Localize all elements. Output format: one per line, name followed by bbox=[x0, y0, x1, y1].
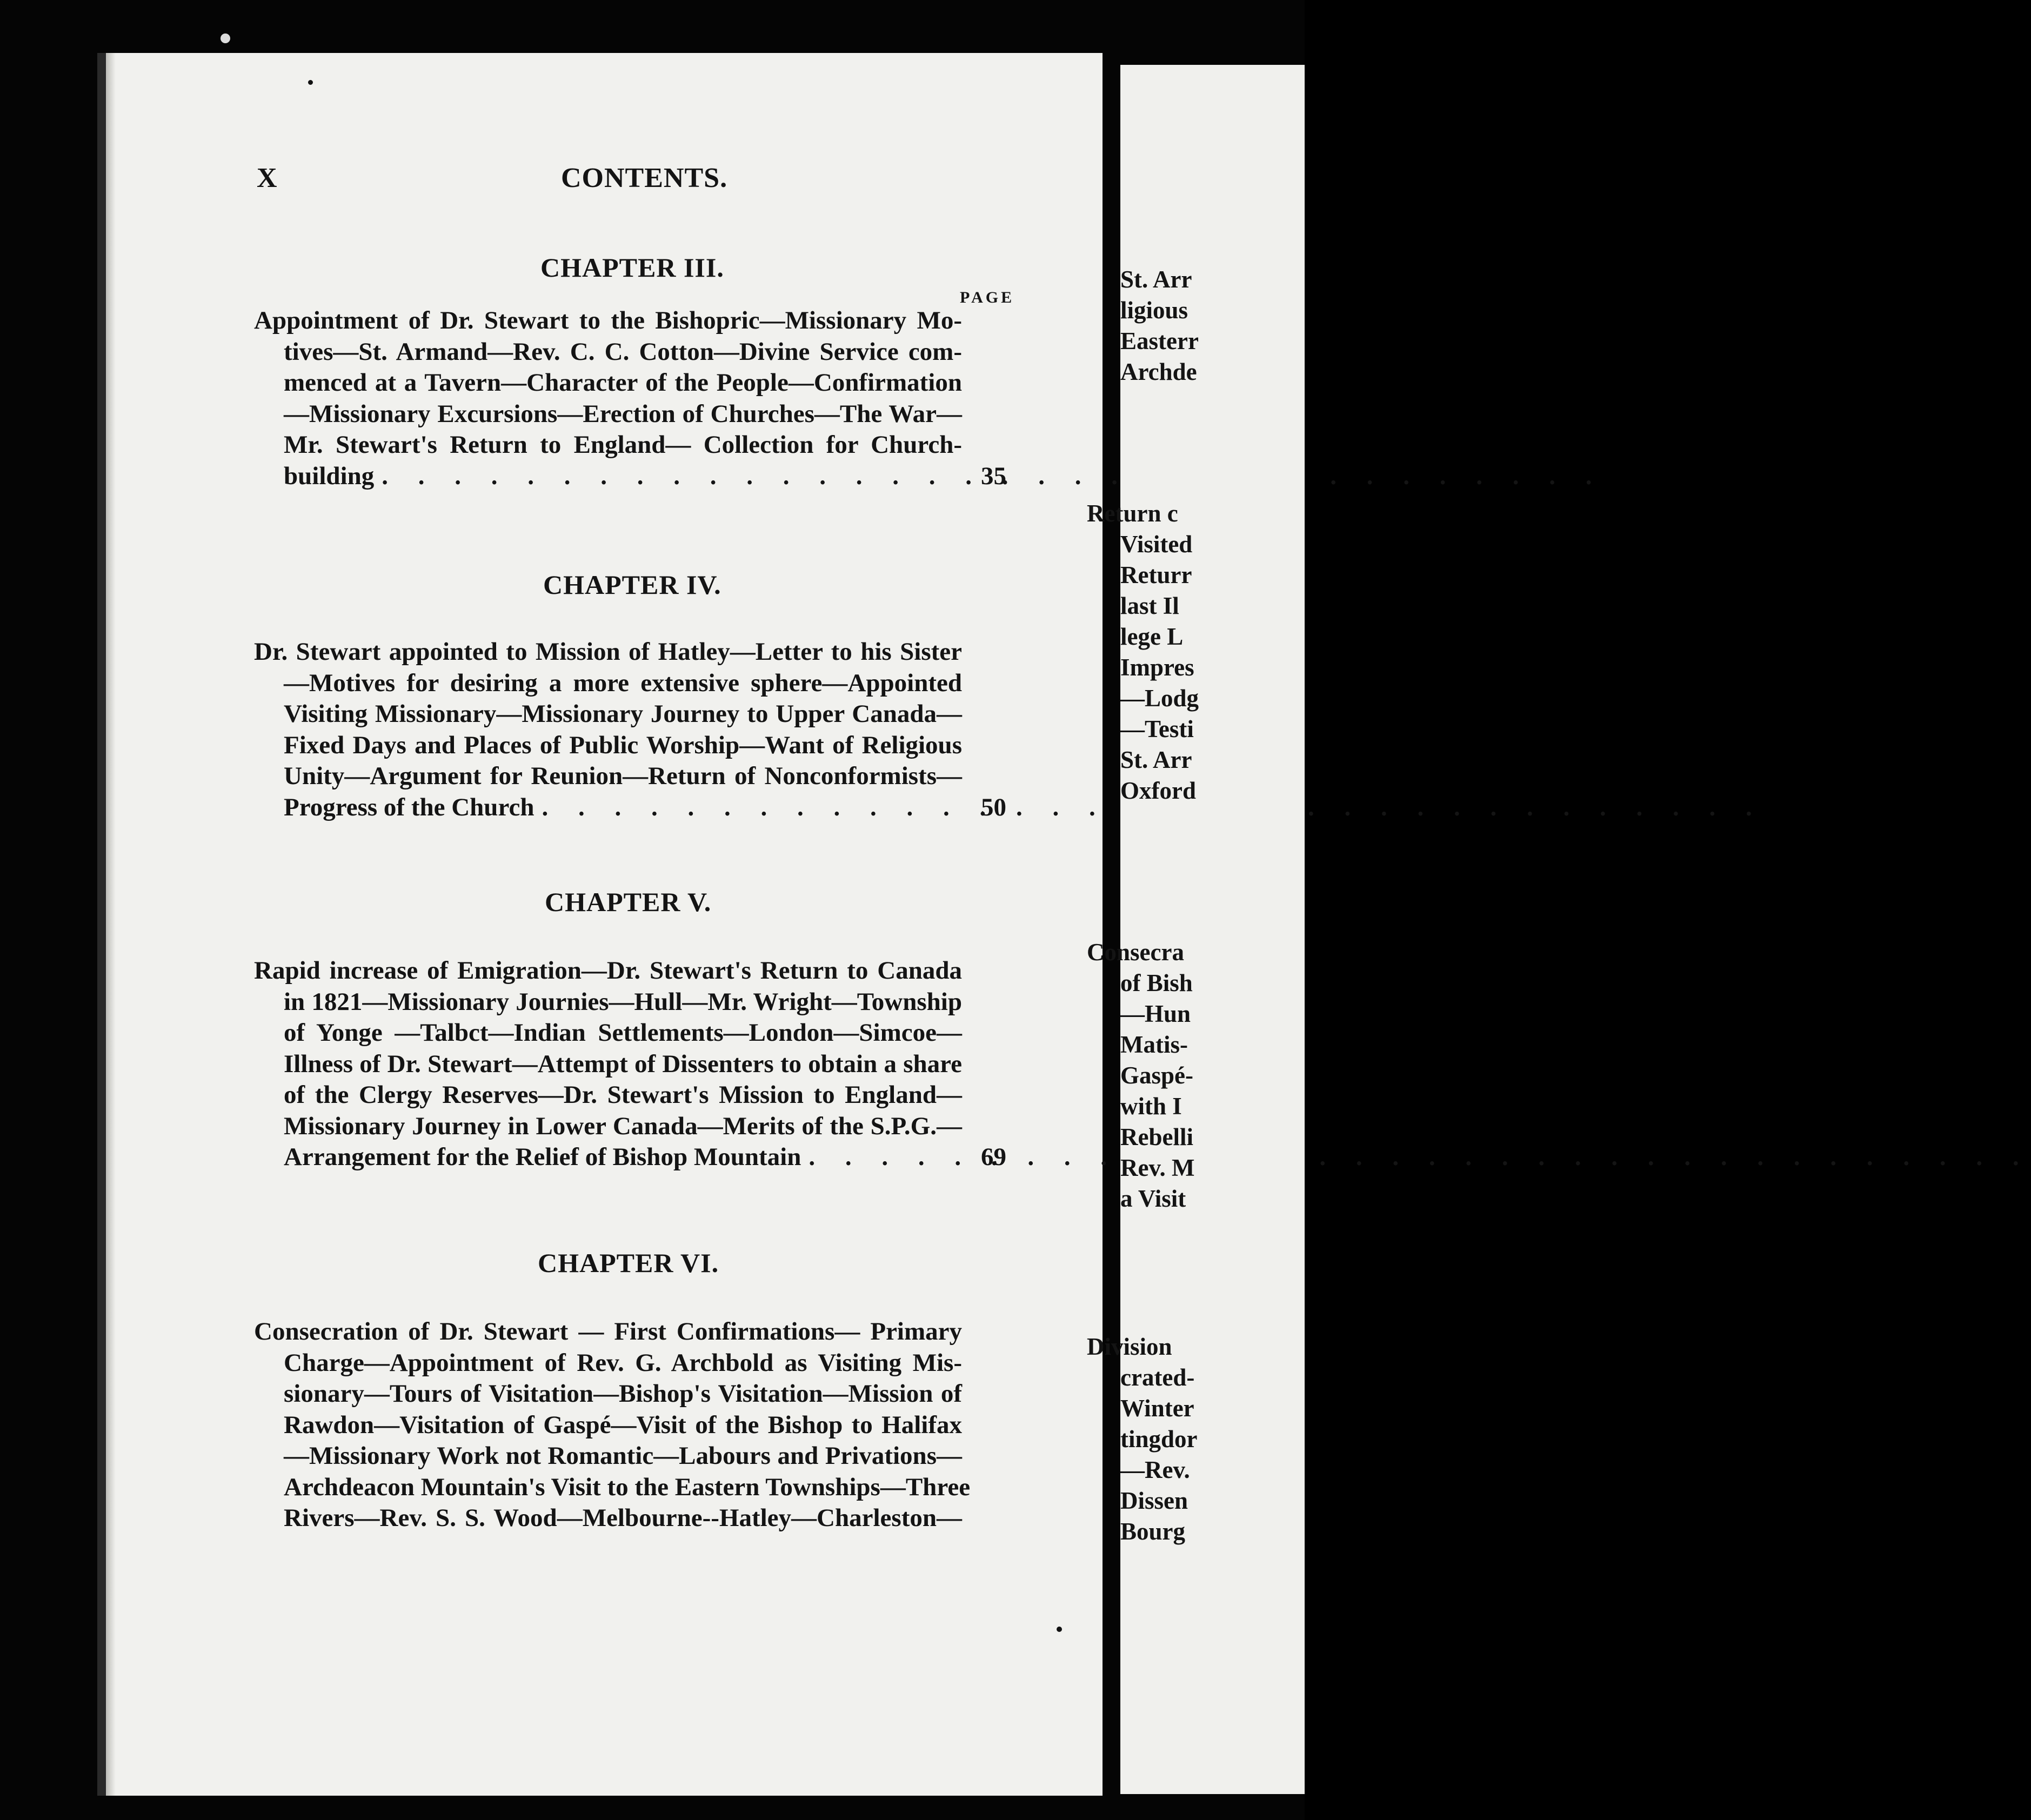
entry-line: Missionary Journey in Lower Canada—Merits of the S.P.G.— bbox=[284, 1112, 962, 1140]
entry-line: Charge—Appointment of Rev. G. Archbold as Visiting Mis- bbox=[284, 1348, 962, 1377]
entry-line: Archdeacon Mountain's Visit to the Eastern Townships—Three bbox=[284, 1473, 971, 1501]
entry-line: in 1821—Missionary Journies—Hull—Mr. Wright—Township bbox=[284, 987, 962, 1016]
facing-line: crated- bbox=[1120, 1364, 1195, 1391]
entry-line-text: Arrangement for the Relief of Bishop Mountain bbox=[284, 1143, 801, 1171]
facing-line: ligious bbox=[1120, 297, 1188, 324]
chapter-title: CHAPTER V. bbox=[545, 887, 712, 917]
facing-line: Impres bbox=[1120, 654, 1194, 681]
facing-line: Division bbox=[1087, 1333, 1172, 1360]
entry-line: Mr. Stewart's Return to England— Collection for Church- bbox=[284, 431, 962, 459]
scan-speck bbox=[1057, 1627, 1062, 1632]
entry-line-text: Progress of the Church bbox=[284, 793, 535, 821]
chapter-entry bbox=[254, 955, 1006, 1173]
entry-line: menced at a Tavern—Character of the People—Confirmation bbox=[284, 369, 962, 397]
facing-line: St. Arr bbox=[1120, 266, 1192, 293]
facing-line: Oxford bbox=[1120, 777, 1196, 804]
facing-line: Matis- bbox=[1120, 1031, 1188, 1058]
facing-line: tingdor bbox=[1120, 1426, 1198, 1453]
entry-line: —Missionary Excursions—Erection of Churches—The War— bbox=[284, 399, 962, 428]
scan-speck bbox=[221, 34, 230, 43]
facing-line: —Rev. bbox=[1120, 1456, 1190, 1483]
facing-line: —Lodg bbox=[1120, 685, 1199, 712]
page-number: 69 bbox=[981, 1143, 1006, 1171]
chapter-title: CHAPTER VI. bbox=[538, 1248, 719, 1278]
facing-line: Dissen bbox=[1120, 1487, 1188, 1514]
facing-line: Easterr bbox=[1120, 327, 1199, 354]
entry-line: —Missionary Work not Romantic—Labours and Privations— bbox=[284, 1442, 962, 1470]
entry-line: Fixed Days and Places of Public Worship—Want of Religious bbox=[284, 731, 962, 759]
entry-line: Consecration of Dr. Stewart — First Confirmations— Primary bbox=[254, 1317, 962, 1346]
facing-line: Gaspé- bbox=[1120, 1062, 1193, 1089]
entry-line: of Yonge —Talbct—Indian Settlements—London—Simcoe— bbox=[284, 1019, 962, 1047]
facing-line: last Il bbox=[1120, 592, 1179, 619]
page-number: 50 bbox=[981, 793, 1006, 821]
scan-speck bbox=[308, 80, 313, 85]
entry-line: Rivers—Rev. S. S. Wood—Melbourne--Hatley—Charleston— bbox=[284, 1504, 962, 1532]
entry-line-text: building bbox=[284, 461, 375, 490]
entry-line: sionary—Tours of Visitation—Bishop's Visitation—Mission of bbox=[284, 1380, 962, 1408]
facing-line: Rebelli bbox=[1120, 1123, 1193, 1150]
facing-line: —Testi bbox=[1120, 715, 1194, 742]
facing-line: lege L bbox=[1120, 623, 1184, 650]
facing-line: Winter bbox=[1120, 1395, 1194, 1422]
facing-line: Rev. M bbox=[1120, 1154, 1195, 1181]
facing-line: of Bish bbox=[1120, 969, 1193, 996]
entry-line: Rapid increase of Emigration—Dr. Stewart's Return to Canada bbox=[254, 956, 962, 985]
page-folio: X bbox=[257, 163, 278, 193]
entry-line: Illness of Dr. Stewart—Attempt of Dissenters to obtain a share bbox=[284, 1049, 962, 1078]
facing-line: Bourg bbox=[1120, 1518, 1186, 1545]
chapter-entry bbox=[254, 1316, 971, 1534]
facing-line: with I bbox=[1120, 1093, 1182, 1120]
running-head-title: CONTENTS. bbox=[561, 163, 728, 193]
chapter-entry bbox=[254, 305, 1006, 492]
entry-line: Visiting Missionary—Missionary Journey to Upper Canada— bbox=[284, 700, 962, 728]
facing-line: a Visit bbox=[1120, 1185, 1186, 1212]
facing-line: Return c bbox=[1087, 500, 1178, 527]
entry-line-last bbox=[284, 461, 1006, 492]
chapter-title: CHAPTER III. bbox=[540, 252, 724, 283]
facing-line: Visited bbox=[1120, 531, 1193, 558]
chapter-title: CHAPTER IV. bbox=[543, 570, 721, 600]
facing-line: St. Arr bbox=[1120, 746, 1192, 773]
entry-line: tives—St. Armand—Rev. C. C. Cotton—Divine Service com- bbox=[284, 337, 962, 366]
facing-line: Returr bbox=[1120, 561, 1192, 588]
entry-line: of the Clergy Reserves—Dr. Stewart's Mission to England— bbox=[284, 1081, 962, 1109]
facing-line: Consecra bbox=[1087, 939, 1184, 966]
chapter-entry bbox=[254, 637, 1006, 823]
facing-page-fragment bbox=[1087, 65, 1305, 1794]
entry-line: Rawdon—Visitation of Gaspé—Visit of the Bishop to Halifax bbox=[284, 1410, 962, 1439]
page-number: 35 bbox=[981, 461, 1006, 490]
entry-line-last bbox=[284, 792, 1006, 824]
entry-line: Dr. Stewart appointed to Mission of Hatley—Letter to his Sister bbox=[254, 638, 962, 666]
entry-line: Unity—Argument for Reunion—Return of Nonconformists— bbox=[284, 762, 962, 790]
entry-line-last bbox=[284, 1142, 1006, 1173]
entry-line: —Motives for desiring a more extensive sphere—Appointed bbox=[284, 668, 962, 697]
page-column-label: PAGE bbox=[960, 289, 1015, 306]
facing-line: Archde bbox=[1120, 358, 1197, 385]
entry-line: Appointment of Dr. Stewart to the Bishopric—Missionary Mo- bbox=[254, 306, 962, 334]
facing-line: —Hun bbox=[1120, 1000, 1191, 1027]
